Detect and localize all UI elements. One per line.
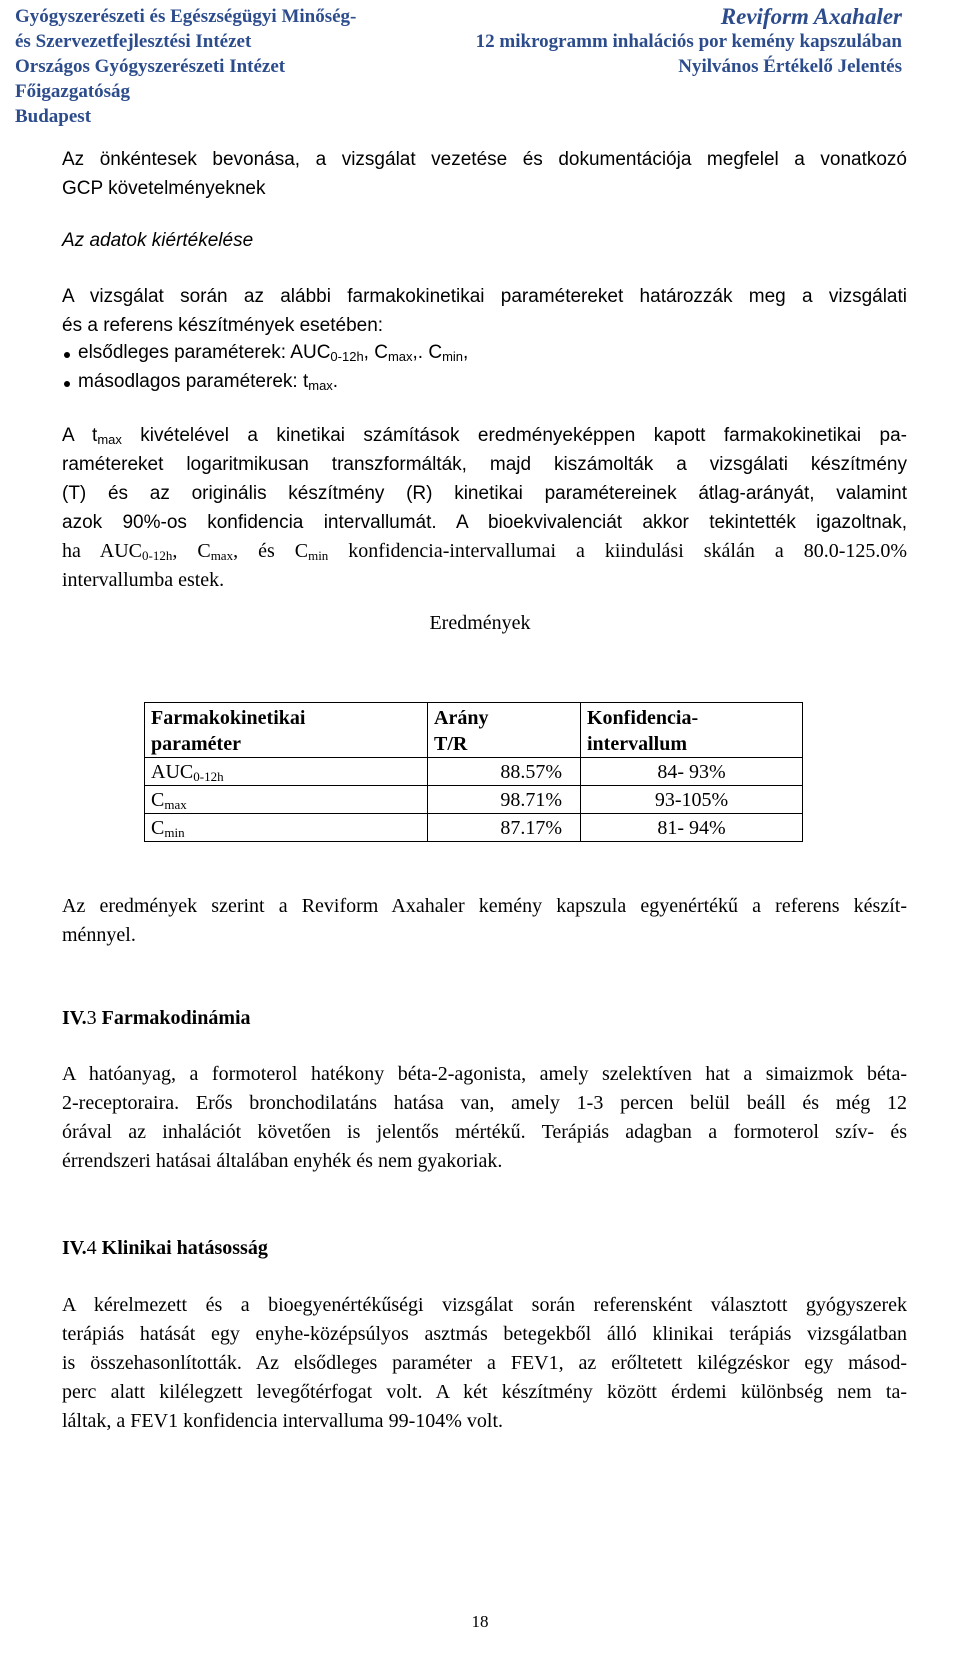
table-row (145, 758, 803, 786)
ci-cell: 84- 93% (581, 758, 803, 786)
bullet-secondary-params: másodlagos paraméterek: $t_{max}$. (78, 371, 339, 393)
header-line: Főigazgatóság (15, 81, 131, 102)
header-cell-ci: Konfidencia- intervallum (581, 703, 803, 758)
evaluation-paragraph (62, 282, 907, 340)
text-line: azok 90%-os konfidencia intervallumát. A bioekvivalenciát akkor tekintették igazoltnak, (62, 512, 907, 533)
text-line: intervallumba estek. (62, 569, 225, 591)
efficacy-paragraph (62, 1291, 907, 1436)
param-cell: $C_{min}$ (145, 814, 428, 842)
text-line: láltak, a FEV1 konfidencia intervalluma 99-104% volt. (62, 1410, 503, 1432)
section-heading-pharmacodynamics: IV.3 Farmakodinámia (62, 1007, 251, 1029)
section-heading-efficacy: IV.4 Klinikai hatásosság (62, 1237, 268, 1259)
header-line: Országos Gyógyszerészeti Intézet (15, 56, 286, 77)
results-conclusion (62, 892, 907, 950)
text-line: is összehasonlították. Az elsődleges paraméter a FEV1, az erőltetett kilégzéskor egy másod- (62, 1352, 907, 1374)
product-subtitle: 12 mikrogramm inhalációs por kemény kapszulában (475, 31, 902, 52)
results-title: Eredmények (429, 612, 531, 634)
ratio-cell: 88.57% (428, 758, 581, 786)
header-line: Budapest (15, 106, 92, 127)
table-row (145, 814, 803, 842)
header-cell-ratio: Arány T/R (428, 703, 581, 758)
table-header-row (145, 703, 803, 758)
bullet-icon (64, 381, 70, 387)
text-line: A vizsgálat során az alábbi farmakokinetikai paramétereket határozzák meg a vizsgálati (62, 286, 907, 307)
text-line: perc alatt kilélegzett levegőtérfogat volt. A két készítmény között érdemi különbség nem ta- (62, 1381, 907, 1403)
param-cell: $C_{max}$ (145, 786, 428, 814)
text-line: 2-receptoraira. Erős bronchodilatáns hatása van, amely 1-3 percen belül beáll és még 12 (62, 1092, 907, 1114)
bullet-icon (64, 352, 70, 358)
pharmacodynamics-paragraph (62, 1060, 907, 1176)
evaluation-heading: Az adatok kiértékelése (62, 230, 254, 251)
text-line: ramétereket logaritmikusan transzformálták, majd kiszámolták a vizsgálati készítmény (62, 454, 907, 475)
intro-paragraph (62, 145, 907, 203)
text-line: (T) és az originális készítmény (R) kinetikai paramétereinek átlag-arányát, valamint (62, 483, 907, 504)
ratio-cell: 87.17% (428, 814, 581, 842)
text-line: Az önkéntesek bevonása, a vizsgálat vezetése és dokumentációja megfelel a vonatkozó (62, 149, 907, 170)
page-number: 18 (471, 1612, 489, 1631)
text-line: A hatóanyag, a formoterol hatékony béta-2-agonista, amely szelektíven hat a simaizmok béta- (62, 1063, 907, 1085)
report-title: Nyilvános Értékelő Jelentés (678, 56, 902, 77)
header-institution (15, 4, 475, 129)
ci-cell: 93-105% (581, 786, 803, 814)
text-line: terápiás hatását egy enyhe-középsúlyos asztmás betegekből álló klinikai terápiás vizsgálatban (62, 1323, 907, 1345)
text-line: A kérelmezett és a bioegyenértékűségi vizsgálat során referensként választott gyógyszerek (62, 1294, 907, 1316)
ratio-cell: 98.71% (428, 786, 581, 814)
text-line: és a referens készítmények esetében: (62, 315, 384, 336)
text-line: A $t_{max}$ kivételével a kinetikai számítások eredményeképpen kapott farmakokinetikai pa- (62, 425, 907, 447)
bullet-primary-params: elsődleges paraméterek: $AUC_{0-12h}$, $C_{max}$,. $C_{min}$, (78, 342, 469, 364)
text-line: Az eredmények szerint a Reviform Axahaler kemény kapszula egyenértékű a referens készít- (62, 895, 907, 917)
table-row (145, 786, 803, 814)
results-table (144, 702, 803, 842)
product-name: Reviform Axahaler (720, 4, 902, 29)
text-line: ménnyel. (62, 924, 136, 946)
text-line: GCP követelményeknek (62, 178, 266, 199)
text-line: ha $AUC_{0-12h}$, $C_{max}$, és $C_{min}$ konfidencia-intervallumai a kiindulási skálán a 80.0-125.0% (62, 540, 908, 563)
ci-cell: 81- 94% (581, 814, 803, 842)
text-line: órával az inhalációt követően is jelentős mértékű. Terápiás adagban a formoterol szív- és (62, 1121, 907, 1143)
header-cell-param: Farmakokinetikai paraméter (145, 703, 428, 758)
param-cell: $AUC_{0-12h}$ (145, 758, 428, 786)
method-paragraph (62, 421, 907, 595)
text-line: érrendszeri hatásai általában enyhék és nem gyakoriak. (62, 1150, 503, 1172)
header-line: és Szervezetfejlesztési Intézet (15, 31, 252, 52)
header-product (422, 4, 902, 79)
header-line: Gyógyszerészeti és Egészségügyi Minőség- (15, 6, 357, 27)
